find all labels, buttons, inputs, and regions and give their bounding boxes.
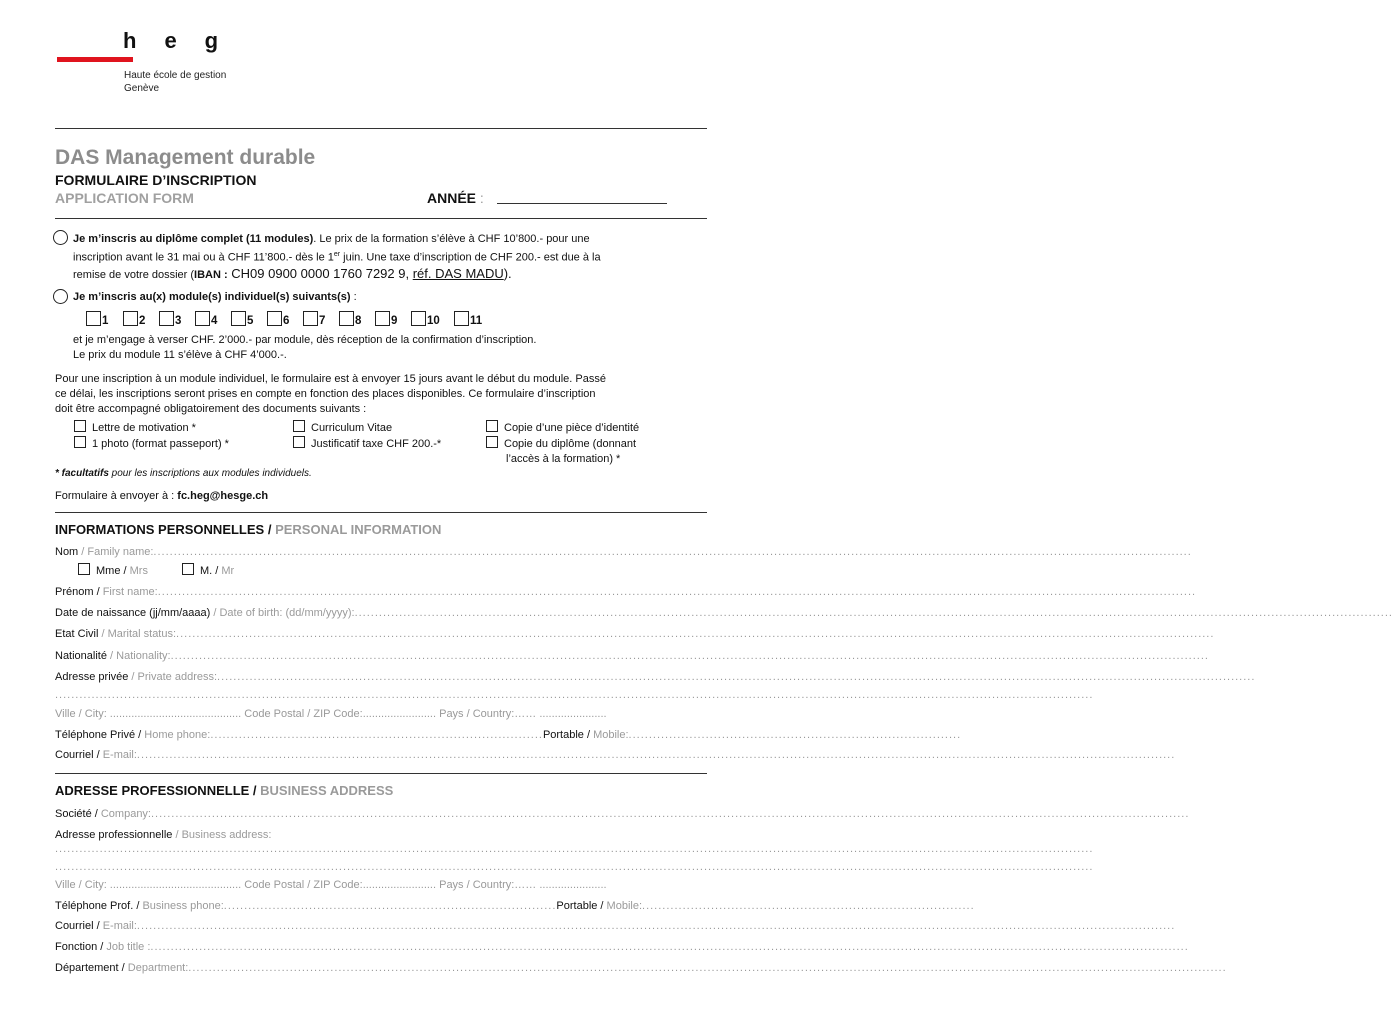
module-price-text	[73, 333, 536, 363]
doc-label: Copie d’une pièce d’identité	[504, 422, 640, 434]
individual-modules-radio[interactable]	[53, 289, 68, 304]
business-phone-row	[55, 899, 975, 914]
business-heading-fr: ADRESSE PROFESSIONNELLE /	[55, 783, 261, 798]
form-subtitle: FORMULAIRE D’INSCRIPTION	[55, 172, 257, 188]
field-label-en: First name:	[102, 586, 158, 598]
field-label-en: Department:	[127, 962, 189, 974]
module-checkbox-6[interactable]	[267, 311, 289, 327]
field-label: Prénom /	[55, 586, 103, 598]
divider	[55, 128, 707, 129]
private-address-field[interactable]	[55, 671, 705, 683]
field-label: Date de naissance (jj/mm/aaaa)	[55, 607, 211, 619]
field-label: Adresse professionnelle	[55, 829, 173, 841]
company-field[interactable]	[55, 808, 705, 820]
module-checkbox-5[interactable]	[231, 311, 253, 327]
business-city-zip-country-field[interactable]: Ville / City: ........................................... Code Postal / ZIP Code:........................ Pays / Country:…… ......................	[55, 879, 607, 891]
personal-heading-fr: INFORMATIONS PERSONNELLES /	[55, 522, 276, 537]
doc-cv[interactable]	[293, 420, 441, 436]
doc-label: Copie du diplôme (donnant	[504, 438, 637, 450]
field-label-en: Mobile:	[593, 729, 629, 741]
field-label-en: / Family name:	[78, 546, 154, 558]
documents-col-2	[293, 420, 441, 452]
full-diploma-title: Je m’inscris au diplôme complet (11 modules)	[73, 233, 314, 245]
field-label-en: Mobile:	[606, 900, 643, 912]
mobile-field[interactable]: Portable / Mobile: ..................................................................................	[542, 729, 962, 741]
doc-fee-receipt[interactable]	[293, 436, 441, 452]
business-address-line-2[interactable]	[55, 861, 705, 873]
first-name-field[interactable]	[55, 586, 705, 598]
full-diploma-text	[73, 232, 713, 283]
business-address-heading	[55, 783, 393, 798]
field-label-en: / Business address:	[172, 829, 272, 841]
module-checkbox-3[interactable]	[159, 311, 181, 327]
documents-col-1	[74, 420, 229, 452]
business-heading-en: BUSINESS ADDRESS	[260, 783, 394, 798]
doc-label: Curriculum Vitae	[311, 422, 393, 434]
mrs-label-en: Mrs	[129, 565, 148, 577]
field-label: Portable /	[542, 729, 594, 741]
field-label: Adresse privée	[55, 671, 129, 683]
doc-label: Lettre de motivation *	[92, 422, 196, 434]
module-label: 2	[139, 315, 146, 327]
module-label: 7	[319, 315, 326, 327]
doc-motivation-letter[interactable]	[74, 420, 229, 436]
superscript: er	[333, 251, 341, 258]
field-label: Fonction /	[55, 941, 107, 953]
module-label: 11	[470, 315, 483, 327]
divider	[55, 218, 707, 219]
send-to	[55, 490, 268, 502]
year-input-line[interactable]	[497, 203, 667, 204]
individual-modules-title	[73, 290, 357, 305]
doc-label: Justificatif taxe CHF 200.-*	[311, 438, 442, 450]
field-label: Société /	[55, 808, 101, 820]
form-subtitle-en: APPLICATION FORM	[55, 190, 194, 206]
field-label: Etat Civil	[55, 628, 99, 640]
field-label: Portable /	[556, 900, 607, 912]
field-label-en: Company:	[100, 808, 151, 820]
year-label-text: ANNÉE	[427, 190, 477, 206]
individual-modules-label: Je m’inscris au(x) module(s) individuel(s) suivants(s)	[73, 291, 351, 303]
individual-paragraph	[55, 372, 715, 417]
family-name-field[interactable]	[55, 546, 705, 558]
job-title-field[interactable]	[55, 941, 705, 953]
birth-date-field[interactable]	[55, 607, 705, 619]
doc-label: 1 photo (format passeport) *	[92, 438, 229, 450]
module-checkbox-9[interactable]	[375, 311, 397, 327]
module-checkbox-2[interactable]	[123, 311, 145, 327]
divider	[55, 773, 707, 774]
full-diploma-radio[interactable]	[53, 230, 68, 245]
iban-value: CH09 0900 0000 1760 7292 9,	[227, 265, 413, 281]
logo-red-bar	[57, 57, 133, 62]
module-checkbox-11[interactable]	[454, 311, 482, 327]
module-label: 1	[102, 315, 109, 327]
field-label-en: Home phone:	[144, 729, 211, 741]
module-label: 8	[355, 315, 362, 327]
module-checkbox-8[interactable]	[339, 311, 361, 327]
send-to-label: Formulaire à envoyer à :	[55, 490, 178, 502]
field-label: Nom	[55, 546, 79, 558]
field-label-en: / Private address:	[128, 671, 218, 683]
mr-label: M. /	[200, 565, 222, 577]
personal-heading-en: PERSONAL INFORMATION	[275, 522, 442, 537]
city-zip-country-field[interactable]: Ville / City: ........................................... Code Postal / ZIP Code:........................ Pays / Country:…… ......................	[55, 708, 607, 720]
field-label: Courriel /	[55, 920, 103, 932]
module-label: 10	[427, 315, 440, 327]
field-label: Courriel /	[55, 749, 103, 761]
field-label-en: / Date of birth: (dd/mm/yyyy):	[210, 607, 355, 619]
paragraph-line: Pour une inscription à un module individuel, le formulaire est à envoyer 15 jours avant le début du module. Passé	[55, 373, 606, 385]
nationality-field[interactable]	[55, 650, 705, 662]
module-label: 5	[247, 315, 254, 327]
mr-label-en: Mr	[221, 565, 235, 577]
field-label: Téléphone Privé /	[55, 729, 145, 741]
mr-checkbox[interactable]	[182, 563, 234, 579]
doc-label-cont: l’accès à la formation) *	[506, 453, 621, 465]
year-colon: :	[476, 190, 484, 206]
module-checkbox-7[interactable]	[303, 311, 325, 327]
logo-letters: heg	[123, 28, 247, 53]
module-checkbox-1[interactable]	[86, 311, 108, 327]
optional-note-text: pour les inscriptions aux modules individuels.	[108, 468, 312, 479]
year-label	[427, 190, 484, 206]
payment-reference: réf. DAS MADU	[412, 265, 504, 281]
phone-row	[55, 728, 962, 743]
business-mobile-field[interactable]: Portable / Mobile: ..................................................................................	[556, 900, 975, 912]
line-end: ).	[503, 265, 512, 281]
full-diploma-line2b: juin. Une taxe d’inscription de CHF 200.- est due à la	[340, 251, 601, 264]
field-label-en: / Nationality:	[106, 650, 171, 662]
personal-info-heading	[55, 522, 441, 537]
business-email-field[interactable]	[55, 920, 705, 932]
field-label-en: Job title :	[106, 941, 151, 953]
field-label-en: Business phone:	[142, 900, 224, 912]
field-label-en: E-mail:	[102, 920, 137, 932]
module-checkbox-4[interactable]	[195, 311, 217, 327]
logo-line-2: Genève	[124, 83, 160, 94]
module-checkbox-10[interactable]	[411, 311, 440, 327]
module-label: 6	[283, 315, 290, 327]
doc-diploma-copy[interactable]	[486, 436, 639, 452]
optional-note	[55, 468, 312, 479]
business-address-label	[55, 828, 271, 843]
logo-line-1: Haute école de gestion	[124, 70, 227, 81]
divider	[55, 512, 707, 513]
email-field[interactable]	[55, 749, 705, 761]
logo-subtitle	[124, 69, 226, 95]
page-title: DAS Management durable	[55, 146, 316, 169]
mrs-checkbox[interactable]	[78, 563, 148, 579]
paragraph-line: doit être accompagné obligatoirement des documents suivants :	[55, 403, 367, 415]
full-diploma-line2a: inscription avant le 31 mai ou à CHF 11’800.- dès le 1	[73, 251, 334, 264]
private-address-line-2[interactable]	[55, 689, 705, 701]
doc-id-copy[interactable]	[486, 420, 639, 436]
business-phone-field[interactable]: Téléphone Prof. / Business phone: ..................................................................................	[55, 900, 557, 912]
home-phone-field[interactable]: Téléphone Privé / Home phone: ..................................................................................	[55, 729, 543, 741]
module-price-line1: et je m’engage à verser CHF. 2’000.- par module, dès réception de la confirmation d’inscription.	[73, 334, 537, 346]
marital-status-field[interactable]	[55, 628, 705, 640]
module-price-line2: Le prix du module 11 s’élève à CHF 4’000.-.	[73, 349, 287, 361]
field-label-en: E-mail:	[102, 749, 137, 761]
full-diploma-line1: . Le prix de la formation s’élève à CHF 10’800.- pour une	[313, 233, 590, 245]
module-label: 9	[391, 315, 398, 327]
iban-label: IBAN :	[194, 268, 228, 281]
send-to-email[interactable]: fc.heg@hesge.ch	[177, 490, 269, 502]
colon: :	[350, 291, 357, 303]
paragraph-line: ce délai, les inscriptions seront prises en compte en fonction des places disponibles. Ce formulaire d’inscription	[55, 388, 596, 400]
module-checkboxes	[86, 311, 706, 329]
full-diploma-line3: remise de votre dossier (	[73, 268, 195, 281]
department-field[interactable]	[55, 962, 705, 974]
optional-note-bold: * facultatifs	[55, 468, 109, 479]
field-label: Nationalité	[55, 650, 107, 662]
mrs-label: Mme /	[96, 565, 130, 577]
module-label: 3	[175, 315, 182, 327]
field-label-en: / Marital status:	[98, 628, 177, 640]
field-label: Téléphone Prof. /	[55, 900, 143, 912]
documents-col-3	[486, 420, 639, 467]
field-label: Département /	[55, 962, 128, 974]
business-address-line-1[interactable]	[55, 843, 705, 855]
module-label: 4	[211, 315, 218, 327]
doc-photo[interactable]	[74, 436, 229, 452]
